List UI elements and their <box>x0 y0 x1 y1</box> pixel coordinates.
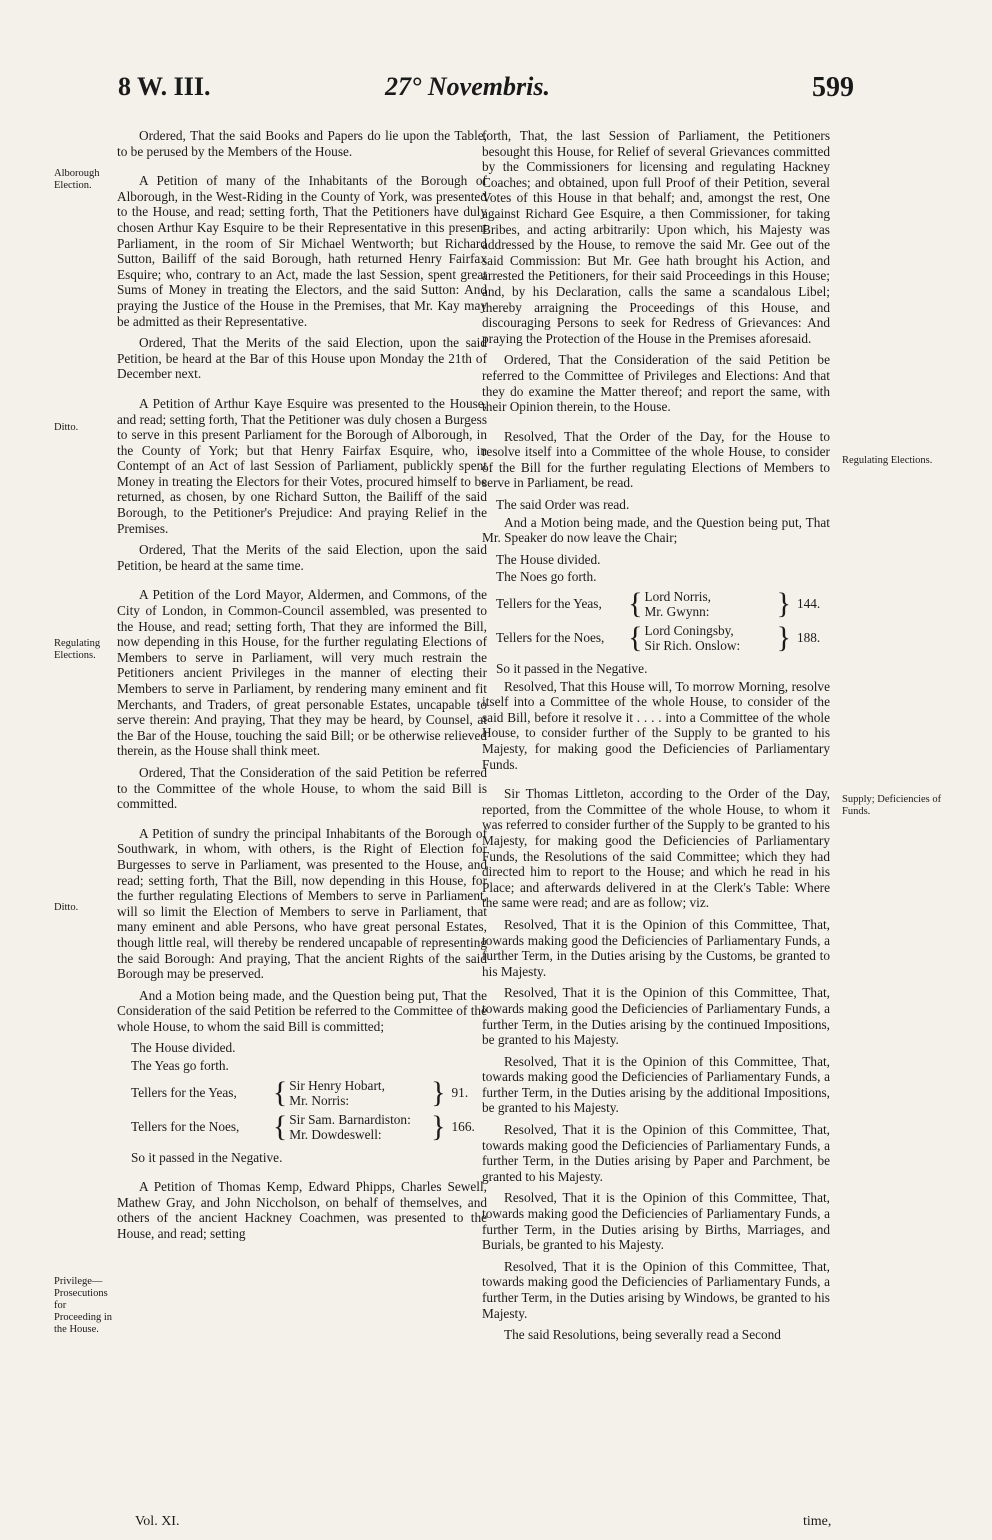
paragraph: Sir Thomas Littleton, according to the Order of the Day, reported, from the Committee of the whole House, to whom it was referred to consider further of the Supply to be granted to his Majesty, for making good the Deficiencies of Parliamentary Funds, the Resolutions of the said Committee; which they had directed him to report to the House; and which he read in his Place; and afterwards delivered in at the Clerk's Table: Where the same were read; and are as follow; viz. <box>482 786 830 911</box>
brace-close: } <box>431 1109 446 1143</box>
teller-name: Sir Rich. Onslow: <box>644 638 741 654</box>
tellers-block <box>496 587 830 655</box>
margin-note-supply: Supply; Deficiencies of Funds. <box>842 794 942 817</box>
tellers-row <box>131 1110 487 1144</box>
paragraph: Ordered, That the Merits of the said Election, upon the said Petition, be heard at the same time. <box>117 542 487 573</box>
tellers-row <box>496 621 830 655</box>
paragraph: And a Motion being made, and the Question being put, That Mr. Speaker do now leave the Chair; <box>482 514 830 546</box>
brace-close: } <box>431 1075 446 1109</box>
order-read-line: The said Order was read. <box>496 497 630 513</box>
paragraph: forth, That, the last Session of Parliament, the Petitioners besought this House, for Relief of several Grievances committed by the Commissioners for licensing and regulating Hackney Coaches; and obtained, upon full Proof of their Petition, several Votes of this House in that behalf; and, amongst the rest, One against Richard Gee Esquire, a then Commissioner, for taking Bribes, and acting arbitrarily: Upon which, his Majesty was addressed by the House, to remove the said Mr. Gee out of the said Commission: But Mr. Gee hath brought his Action, and arrested the Petitioners, for their said Proceedings in this House; and, by his Declaration, calls the same a scandalous Libel; thereby arraigning the Proceedings of this House, and discouraging Persons to seek for Redress of Grievances: And praying the Protection of the House in the Premises aforesaid. <box>482 128 830 346</box>
tellers-names <box>289 1112 431 1142</box>
go-forth-line: The Noes go forth. <box>496 569 597 585</box>
teller-name: Mr. Gwynn: <box>644 604 710 620</box>
paragraph: Ordered, That the Consideration of the said Petition be referred to the Committee of the whole House, to whom the said Bill is committed. <box>117 764 487 812</box>
tellers-names <box>644 589 776 619</box>
tellers-block <box>131 1076 487 1144</box>
resolution: Resolved, That it is the Opinion of this Committee, That, towards making good the Deficiencies of Parliamentary Funds, a further Term, in the Duties arising by the additional Impositions, be granted to his Majesty. <box>482 1053 830 1116</box>
paragraph: Resolved, That this House will, To morrow Morning, resolve itself into a Committee of the whole House, to consider of the said Bill, before it resolve it . . . . into a Committee of the whole House, to consider further of the Supply to be granted to his Majesty, for making good the Deficiencies of Parliamentary Funds. <box>482 678 830 772</box>
brace-close: } <box>776 621 791 655</box>
tellers-count: 166. <box>451 1118 475 1134</box>
brace-open: { <box>628 587 643 621</box>
paragraph: The said Resolutions, being severally read a Second <box>504 1327 781 1343</box>
margin-note-ditto: Ditto. <box>54 422 79 433</box>
brace-open: { <box>272 1075 288 1109</box>
division-line: The House divided. <box>496 551 601 567</box>
teller-name: Lord Coningsby, <box>644 623 734 639</box>
right-column <box>482 128 830 1349</box>
margin-note-regulating-2: Regulating Elections. <box>842 455 933 466</box>
margin-note-privilege: Privilege— Prosecutions for Proceeding in the House. <box>54 1276 113 1335</box>
paragraph: A Petition of sundry the principal Inhabitants of the Borough of Southwark, in whom, with others, is the Right of Election for Burgesses to serve in Parliament, was presented to the House, and read; setting forth, That the Bill, now depending in this House, for the further regulating Elections of Members to serve in Parliament, will so limit the Election of Members to serve in Parliament, that many eminent and able Persons, who have great personal Estates, though little real, will thereby be rendered uncapable of representing the said Borough: And praying, That the ancient Rights of the said Borough may be preserved. <box>117 825 487 982</box>
tellers-count: 91. <box>451 1084 469 1100</box>
paragraph: A Petition of many of the Inhabitants of the Borough of Alborough, in the West-Riding in the County of York, was presented to the House, and read; setting forth, That the Petitioners have duly chosen Arthur Kay Esquire to be their Representative in this present Parliament, in the room of Sir Michael Wentworth; but Richard Sutton, Bailiff of the said Borough, hath returned Henry Fairfax Esquire; who, contrary to an Act, made the last Session, spent great Sums of Money in treating the Electors, and the said Sutton: And praying the Justice of the House in the Premises, that Mr. Kay may be admitted as their Representative. <box>117 173 487 329</box>
resolution: Resolved, That it is the Opinion of this Committee, That, towards making good the Deficiencies of Parliamentary Funds, a further Term, in the Duties arising by the continued Impositions, be granted to his Majesty. <box>482 985 830 1048</box>
tellers-label: Tellers for the Noes, <box>496 630 605 646</box>
header-reign: 8 W. III. <box>118 72 211 101</box>
tellers-row <box>131 1076 487 1110</box>
brace-open: { <box>628 621 643 655</box>
teller-name: Mr. Dowdeswell: <box>289 1126 382 1142</box>
page-number: 599 <box>812 72 854 103</box>
margin-note-ditto-2: Ditto. <box>54 902 79 913</box>
tellers-names <box>644 623 776 653</box>
header-date: 27° Novembris. <box>385 72 550 101</box>
teller-name: Sir Henry Hobart, <box>289 1077 385 1093</box>
division-line: The House divided. <box>131 1040 236 1056</box>
resolution: Resolved, That it is the Opinion of this Committee, That, towards making good the Deficiencies of Parliamentary Funds, a further Term, in the Duties arising by Births, Marriages, and Burials, be granted to his Majesty. <box>482 1190 830 1253</box>
tellers-count: 144. <box>796 596 821 612</box>
tellers-label: Tellers for the Yeas, <box>496 596 602 612</box>
result-line: So it passed in the Negative. <box>131 1149 283 1165</box>
tellers-label: Tellers for the Yeas, <box>131 1084 237 1100</box>
brace-open: { <box>272 1109 288 1143</box>
left-column <box>117 128 487 1248</box>
paragraph: A Petition of Arthur Kaye Esquire was presented to the House, and read; setting forth, That the Petitioner was duly chosen a Burgess to serve in this present Parliament for the Borough of Alborough, in the County of York; but that Henry Fairfax Esquire, who, in Contempt of an Act of last Session of Parliament, publickly spent Money in treating the Electors for their Votes, procured himself to be returned, as chosen, by one Richard Sutton, the Bailiff of the said Borough, to the Petitioner's Prejudice: And praying Relief in the Premises. <box>117 395 487 536</box>
tellers-row <box>496 587 830 621</box>
resolution: Resolved, That it is the Opinion of this Committee, That, towards making good the Deficiencies of Parliamentary Funds, a further Term, in the Duties arising by Paper and Parchment, be granted to his Majesty. <box>482 1122 830 1184</box>
paragraph: Ordered, That the said Books and Papers do lie upon the Table, to be perused by the Members of the House. <box>117 128 487 159</box>
result-line: So it passed in the Negative. <box>496 661 648 677</box>
tellers-label: Tellers for the Noes, <box>131 1118 240 1134</box>
paragraph: A Petition of Thomas Kemp, Edward Phipps, Charles Sewell, Mathew Gray, and John Niccholson, on behalf of themselves, and others of the ancient Hackney Coachmen, was presented to the House, and read; setting <box>117 1179 487 1242</box>
paragraph: Resolved, That the Order of the Day, for the House to resolve itself into a Committee of the whole House, to consider of the Bill for the further regulating Elections of Members to serve in Parliament, be read. <box>482 428 830 491</box>
margin-note-alborough: Alborough Election. <box>54 168 100 191</box>
paragraph: And a Motion being made, and the Question being put, That the Consideration of the said Petition be referred to the Committee of the whole House, to whom the said Bill is committed; <box>117 987 487 1034</box>
teller-name: Sir Sam. Barnardiston: <box>289 1111 411 1127</box>
catchword: time, <box>803 1514 832 1529</box>
go-forth-line: The Yeas go forth. <box>131 1058 229 1074</box>
resolution: Resolved, That it is the Opinion of this Committee, That, towards making good the Deficiencies of Parliamentary Funds, a further Term, in the Duties arising by Windows, be granted to his Majesty. <box>482 1258 830 1321</box>
tellers-names <box>289 1078 431 1108</box>
teller-name: Mr. Norris: <box>289 1092 350 1108</box>
volume-footer: Vol. XI. <box>135 1514 180 1529</box>
margin-note-regulating: Regulating Elections. <box>54 638 101 661</box>
brace-close: } <box>776 587 791 621</box>
teller-name: Lord Norris, <box>644 589 711 605</box>
tellers-count: 188. <box>796 630 821 646</box>
resolution: Resolved, That it is the Opinion of this Committee, That, towards making good the Deficiencies of Parliamentary Funds, a further Term, in the Duties arising by the Customs, be granted to his Majesty. <box>482 916 830 979</box>
paragraph: A Petition of the Lord Mayor, Aldermen, and Commons, of the City of London, in Common-Council assembled, was presented to the House, and read; setting forth, That they are informed the Bill, now depending in this House, for the further regulating Elections of Members to serve in Parliament, will very much restrain the Petitioners ancient Privileges in the manner of electing their Members to serve in Parliament, by rendering many eminent and fit Merchants, and Traders, of great personable Estates, uncapable to serve therein: And praying, That they may be heard, by Counsel, at the Bar of the House, touching the said Bill; or be otherwise relieved therein, as the House shall think meet. <box>117 587 487 759</box>
paragraph: Ordered, That the Consideration of the said Petition be referred to the Committee of Privileges and Elections: And that they do examine the Matter thereof; and report the same, with their Opinion therein, to the House. <box>482 352 830 415</box>
paragraph: Ordered, That the Merits of the said Election, upon the said Petition, be heard at the Bar of this House upon Monday the 21th of December next. <box>117 335 487 382</box>
